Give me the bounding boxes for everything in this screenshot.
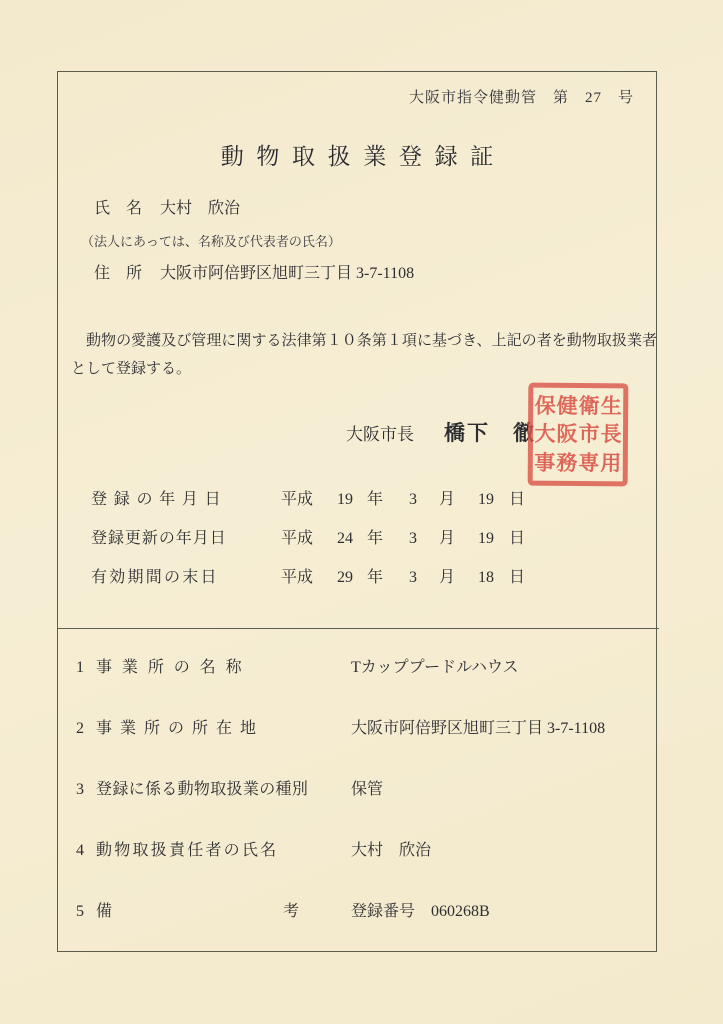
day-value: 18 bbox=[478, 569, 494, 586]
date-row-registration bbox=[58, 486, 656, 510]
date-row-expiry bbox=[58, 564, 656, 588]
row-label bbox=[96, 898, 299, 921]
remarks-label-left: 備 bbox=[96, 903, 113, 920]
business-details bbox=[58, 654, 656, 959]
seal-row: 事務専用 bbox=[534, 450, 623, 475]
date-row-renewal bbox=[58, 525, 656, 549]
era-label: 平成 bbox=[281, 530, 314, 547]
name-label: 氏 名 bbox=[94, 200, 143, 217]
day-unit: 日 bbox=[509, 530, 526, 547]
year-value: 19 bbox=[337, 491, 353, 508]
address-row bbox=[94, 260, 414, 283]
name-row bbox=[94, 195, 240, 218]
row-label: 登録に係る動物取扱業の種別 bbox=[96, 781, 309, 798]
row-number: 2 bbox=[76, 720, 84, 737]
month-unit: 月 bbox=[439, 491, 456, 508]
issuer-name: 橋下 徹 bbox=[444, 421, 536, 445]
month-value: 3 bbox=[409, 530, 417, 547]
year-unit: 年 bbox=[367, 530, 384, 547]
year-unit: 年 bbox=[367, 569, 384, 586]
month-value: 3 bbox=[409, 569, 417, 586]
certificate-title: 動物取扱業登録証 bbox=[220, 144, 506, 169]
section-divider bbox=[57, 628, 659, 629]
address-value: 大阪市阿倍野区旭町三丁目 3-7-1108 bbox=[160, 265, 415, 282]
era-label: 平成 bbox=[281, 569, 314, 586]
registration-statement: 動物の愛護及び管理に関する法律第１０条第１項に基づき、上記の者を動物取扱業者として登録する。 bbox=[71, 333, 657, 377]
month-value: 3 bbox=[409, 491, 417, 508]
reference-number: 大阪市指令健動管 第 27 号 bbox=[408, 90, 634, 106]
year-unit: 年 bbox=[367, 491, 384, 508]
certificate-frame bbox=[57, 71, 657, 952]
seal-row: 保健衛生 bbox=[534, 393, 623, 418]
issuer-title: 大阪市長 bbox=[346, 425, 414, 444]
row-number: 4 bbox=[76, 842, 84, 859]
era-label: 平成 bbox=[281, 491, 314, 508]
official-seal bbox=[528, 383, 629, 487]
detail-row-remarks bbox=[58, 898, 656, 922]
date-label: 有効期間の末日 bbox=[91, 569, 219, 586]
row-number: 3 bbox=[76, 781, 84, 798]
row-value: 登録番号 060268B bbox=[351, 903, 490, 920]
issuer-row bbox=[346, 417, 536, 447]
day-value: 19 bbox=[478, 491, 494, 508]
detail-row-business-type bbox=[58, 776, 656, 800]
seal-row: 大阪市長 bbox=[534, 421, 623, 447]
month-unit: 月 bbox=[439, 569, 456, 586]
year-value: 24 bbox=[337, 530, 353, 547]
date-label: 登録更新の年月日 bbox=[91, 530, 227, 547]
date-label: 登録の年月日 bbox=[91, 491, 228, 508]
day-unit: 日 bbox=[509, 569, 526, 586]
row-value: 大村 欣治 bbox=[351, 842, 432, 859]
remarks-label-right: 考 bbox=[282, 903, 299, 920]
detail-row-business-address bbox=[58, 715, 656, 739]
row-value: 大阪市阿倍野区旭町三丁目 3-7-1108 bbox=[351, 720, 606, 737]
day-unit: 日 bbox=[509, 491, 526, 508]
address-label: 住 所 bbox=[94, 265, 143, 282]
year-value: 29 bbox=[337, 569, 353, 586]
row-number: 1 bbox=[76, 659, 84, 676]
registration-dates bbox=[58, 486, 656, 603]
corporate-note: （法人にあっては、名称及び代表者の氏名） bbox=[81, 234, 341, 249]
detail-row-responsible-person bbox=[58, 837, 656, 861]
month-unit: 月 bbox=[439, 530, 456, 547]
day-value: 19 bbox=[478, 530, 494, 547]
name-value: 大村 欣治 bbox=[160, 200, 241, 217]
row-label: 動物取扱責任者の氏名 bbox=[96, 842, 279, 859]
row-label: 事業所の名称 bbox=[96, 659, 252, 676]
row-value: 保管 bbox=[351, 781, 384, 798]
row-label: 事業所の所在地 bbox=[96, 720, 265, 737]
row-number: 5 bbox=[76, 903, 84, 920]
detail-row-business-name bbox=[58, 654, 656, 678]
row-value: Tカッププードルハウス bbox=[351, 659, 519, 676]
